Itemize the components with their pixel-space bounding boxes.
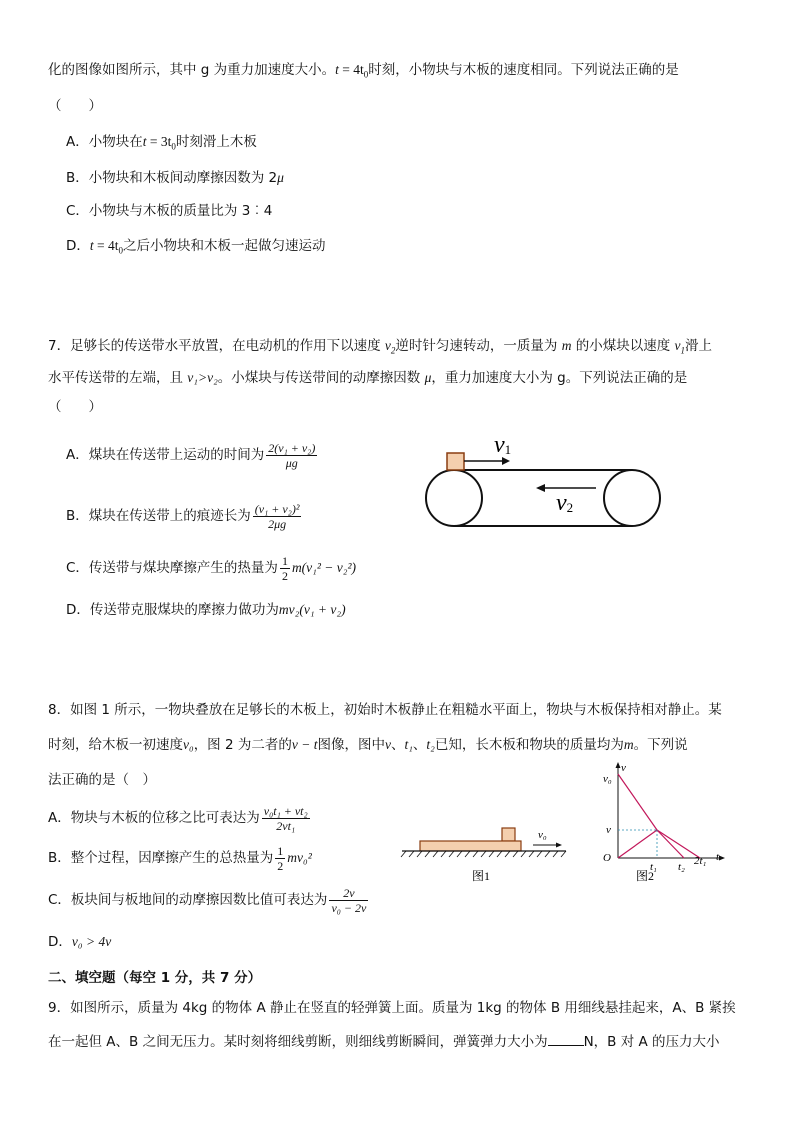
q8-stem-line2: [48, 735, 688, 755]
q7-line2-b: 。小煤块与传送带间的动摩擦因数: [217, 370, 425, 386]
q8-line2-a: 时刻，给木板一初速度: [48, 737, 183, 753]
q7-line1-m: m: [561, 338, 572, 353]
q8-option-b-den: 2: [277, 858, 284, 873]
q6-option-a-t: t: [142, 134, 147, 149]
q6-option-a-pre: A．小物块在: [66, 134, 143, 150]
block-line-2: [657, 830, 700, 858]
fig2-t2-label: t₂: [678, 861, 685, 873]
q9-answer-blank[interactable]: [548, 1031, 584, 1046]
v2-arrow-head: [536, 484, 545, 492]
q7-line1-d: 滑上: [685, 338, 713, 354]
q7-option-a-pre: A．煤块在传送带上运动的时间为: [66, 447, 265, 463]
q7-option-c-post: m(v₁² − v₂²): [291, 560, 357, 575]
left-pulley: [426, 470, 482, 526]
q7-line1-v1: v: [674, 338, 681, 353]
q6-option-a-sub: 0: [171, 141, 176, 152]
q6-paren: （ ）: [48, 98, 102, 114]
q8-option-c-den: v₀ − 2v: [331, 900, 367, 915]
q7-option-a-num: 2(v₁ + v₂): [268, 440, 316, 455]
q6-option-c[interactable]: C．小物块与木板的质量比为 3︰4: [66, 203, 273, 219]
fig2-t1-label: t₁: [650, 861, 657, 873]
q6-option-b-mu: μ: [277, 170, 284, 185]
fig2-v-label: v: [606, 824, 611, 836]
board-line-1: [618, 774, 657, 830]
q6-option-a-eq: = 3t: [146, 134, 172, 149]
q7-line2-c: ，重力加速度大小为 g。下列说法正确的是: [431, 370, 688, 386]
q8-figure-2: [598, 760, 728, 886]
ground-hatching: [401, 851, 566, 857]
q7-option-d-post: mv₂(v₁ + v₂): [278, 602, 346, 617]
fig2-t-label: t: [716, 851, 720, 863]
q7-conveyor-figure: [420, 428, 670, 532]
q8-stem-line3: 法正确的是（ ）: [48, 772, 156, 788]
board-line-2: [657, 830, 684, 858]
q8-line2-e: 、: [412, 737, 427, 753]
v1-arrow-head: [502, 457, 510, 465]
fig2-v0-label: v₀: [603, 773, 612, 785]
coal-block: [447, 453, 464, 470]
q8-line2-t2: t₂: [426, 737, 435, 752]
q9-stem-line2: [48, 1031, 720, 1052]
q8-option-a-frac: [262, 804, 310, 833]
q8-line2-v0: v₀: [183, 737, 194, 752]
fig1-caption: 图1: [472, 869, 491, 883]
q7-option-b[interactable]: [66, 501, 303, 531]
q8-option-a[interactable]: [48, 803, 312, 833]
q8-option-c-frac: [329, 886, 368, 915]
q8-option-b-post: mv₀²: [287, 850, 312, 865]
q6-intro-t: t: [335, 62, 339, 77]
q7-option-c-num: 1: [281, 553, 288, 568]
board: [420, 841, 521, 851]
q7-option-d-pre: D．传送带克服煤块的摩擦力做功为: [66, 602, 279, 618]
q7-line1-a: 7．足够长的传送带水平放置，在电动机的作用下以速度: [48, 338, 385, 354]
q8-stem-line1: 8．如图 1 所示，一物块叠放在足够长的木板上，初始时木板静止在粗糙水平面上，物块与木板保持相对静止。某: [48, 702, 722, 718]
q6-option-d-t: t: [89, 238, 94, 253]
q8-option-d[interactable]: [48, 932, 111, 952]
q8-line2-t1: t₁: [404, 737, 413, 752]
q8-option-b-frac: [275, 844, 285, 873]
q8-option-c-num: 2v: [329, 886, 368, 901]
q7-option-c-pre: C．传送带与煤块摩擦产生的热量为: [66, 560, 278, 576]
q8-line2-f: 已知，长木板和物块的质量均为: [434, 737, 624, 753]
q8-option-d-pre: D．: [48, 934, 72, 950]
q8-line2-d: 、: [390, 737, 405, 753]
q6-option-b[interactable]: [66, 168, 284, 188]
fig2-2t1-label: 2t₁: [694, 855, 707, 867]
q6-intro-text-b: 时刻，小物块与木板的速度相同。下列说法正确的是: [368, 62, 679, 78]
q6-option-d-sub: 0: [118, 245, 124, 256]
fig2-vaxis-label: v: [621, 762, 626, 774]
v0-arrow-head: [556, 843, 562, 848]
t-axis-arrow: [719, 856, 725, 861]
q6-intro-text-a: 化的图像如图所示，其中 g 为重力加速度大小。: [48, 62, 336, 78]
q7-option-c[interactable]: [66, 553, 356, 583]
q7-line1-v1sub: 1: [680, 345, 686, 356]
q7-line1-c: 的小煤块以速度: [571, 338, 675, 354]
q7-line1-b: 逆时针匀速转动，一质量为: [395, 338, 562, 354]
q7-line2-cmp: v₁>v₂: [187, 370, 218, 385]
q7-option-b-num: (v₁ + v₂)²: [254, 501, 300, 516]
q7-paren: （ ）: [48, 399, 102, 415]
q9-line2-unit: N，B 对 A 的压力大小: [583, 1034, 720, 1050]
q7-option-b-frac: [253, 502, 302, 531]
right-pulley: [604, 470, 660, 526]
q6-intro-sub: 0: [363, 69, 369, 80]
q6-option-a[interactable]: [66, 132, 257, 157]
q8-option-a-num: v₀t₁ + vt₂: [263, 803, 308, 818]
q6-option-d[interactable]: [66, 236, 326, 261]
fig1-v0-label: v₀: [538, 829, 547, 841]
q7-option-a[interactable]: [66, 440, 319, 470]
q7-line1-v2sub: 2: [390, 345, 396, 356]
q8-option-b-num: 1: [277, 843, 284, 858]
q8-option-b-pre: B．整个过程，因摩擦产生的总热量为: [48, 850, 274, 866]
q8-option-a-pre: A．物块与木板的位移之比可表达为: [48, 810, 260, 826]
q7-line2-a: 水平传送带的左端，且: [48, 370, 188, 386]
q8-line2-g: 。下列说: [633, 737, 688, 753]
q7-stem-line1: [48, 336, 712, 361]
q8-option-c-pre: C．板块间与板地间的动摩擦因数比值可表达为: [48, 892, 328, 908]
q8-line2-b: ，图 2 为二者的: [193, 737, 292, 753]
section2-heading: 二、填空题（每空 1 分，共 7 分）: [48, 970, 262, 986]
q9-stem-line1: 9．如图所示，质量为 4kg 的物体 A 静止在竖直的轻弹簧上面。质量为 1kg 的物体 B 用细线悬挂起来，A、B 紧挨: [48, 1000, 736, 1016]
v-axis-arrow: [616, 762, 621, 768]
q8-line2-c: 图像，图中: [317, 737, 385, 753]
q6-intro-eq: = 4t: [338, 62, 364, 77]
q7-option-a-frac: [266, 441, 317, 470]
q7-option-a-den: μg: [285, 455, 298, 470]
v2-label: v2: [556, 490, 574, 516]
q8-option-d-post: v₀ > 4v: [71, 934, 112, 949]
q6-option-a-post: 时刻滑上木板: [175, 134, 257, 150]
q7-option-b-pre: B．煤块在传送带上的痕迹长为: [66, 508, 251, 524]
block-line-1: [618, 830, 657, 858]
q7-option-b-den: 2μg: [268, 516, 287, 531]
q8-option-b[interactable]: [48, 843, 312, 873]
fig2-caption: 图2: [636, 869, 655, 883]
q7-option-c-frac: [280, 554, 290, 583]
q7-line2-mu: μ: [424, 370, 432, 385]
fig2-origin-label: O: [603, 852, 611, 864]
q6-option-d-post: 之后小物块和木板一起做匀速运动: [123, 238, 326, 254]
q7-option-d[interactable]: [66, 600, 346, 620]
v1-label: v1: [494, 432, 512, 458]
q8-line2-vt: v − t: [291, 737, 318, 752]
q8-option-c[interactable]: [48, 885, 370, 915]
q9-line2-a: 在一起但 A、B 之间无压力。某时刻将细线剪断，则细线剪断瞬间，弹簧弹力大小为: [48, 1034, 548, 1050]
q8-figure-1: [398, 818, 570, 888]
q8-line2-v: v: [384, 737, 391, 752]
q8-line2-m: m: [623, 737, 634, 752]
block: [502, 828, 515, 841]
q6-intro-line: [48, 60, 679, 85]
q7-option-c-den: 2: [281, 568, 288, 583]
q6-option-d-pre: D．: [66, 238, 90, 254]
q7-line1-v2: v: [384, 338, 391, 353]
q6-option-d-eq: = 4t: [93, 238, 119, 253]
q8-option-a-den: 2vt₁: [276, 818, 296, 833]
q6-option-b-pre: B．小物块和木板间动摩擦因数为 2: [66, 170, 278, 186]
q7-stem-line2: [48, 368, 687, 388]
